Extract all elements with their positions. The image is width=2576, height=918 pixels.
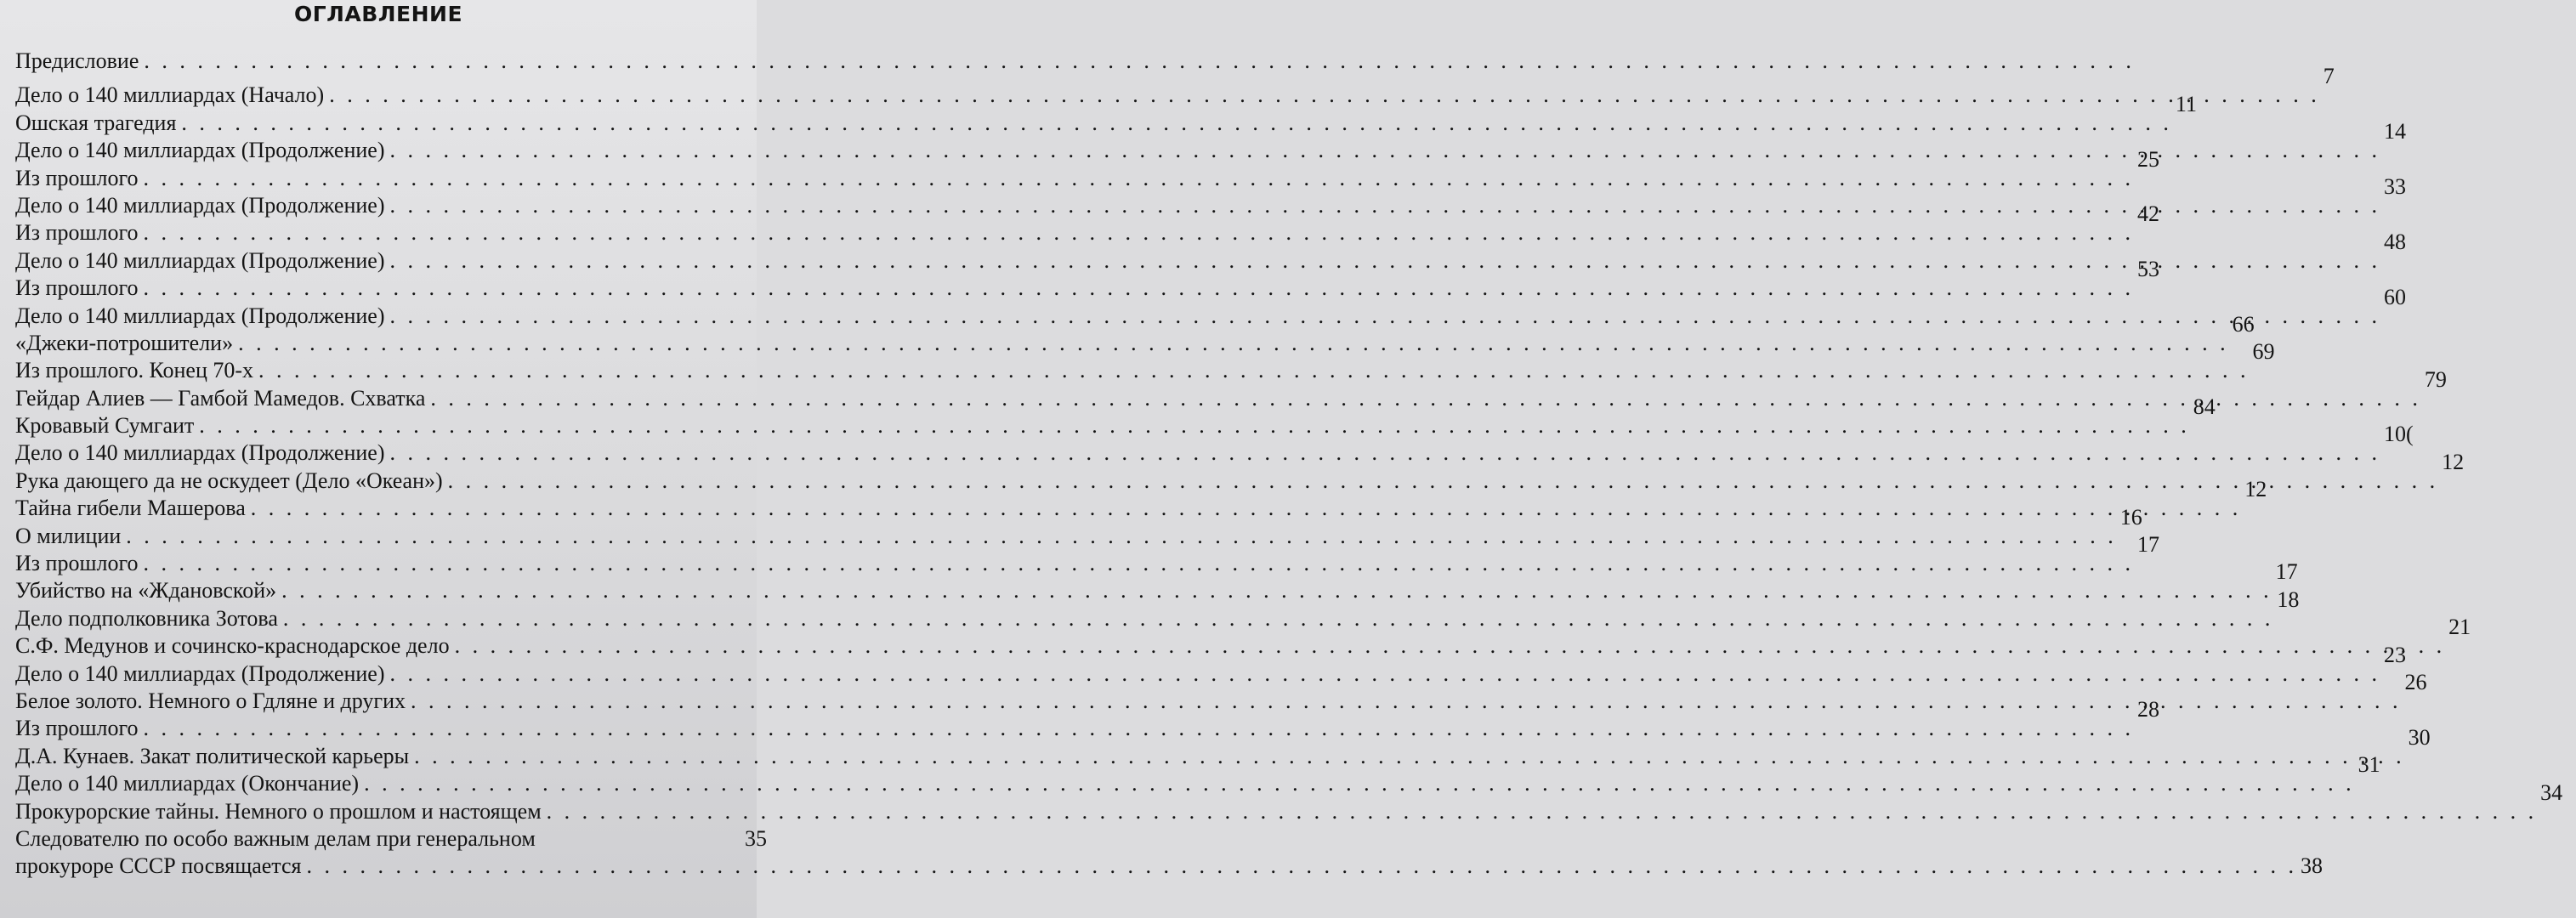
toc-entry-title: Дело о 140 миллиардах (Продолжение) (15, 440, 385, 466)
toc-entry-page: 42 (2136, 201, 2159, 227)
toc-entry-page: 30 (2408, 724, 2431, 750)
toc-entry-title: Прокурорские тайны. Немного о прошлом и настоящем (15, 798, 542, 824)
toc-entry-line (15, 853, 2323, 880)
toc-entry-page: 16 (2119, 504, 2142, 530)
dot-leader (390, 137, 2381, 164)
toc-entry-page: 48 (2384, 229, 2406, 254)
toc-entry-page: 25 (2136, 146, 2159, 172)
toc-entry-page: 17 (2136, 532, 2159, 558)
toc-entry-title: Из прошлого (15, 551, 139, 576)
toc-entry-title: Дело о 140 миллиардах (Продолжение) (15, 247, 385, 273)
toc-entry-title: Рука дающего да не оскудеет (Дело «Океан») (15, 468, 443, 493)
toc-entry-title: Дело подполковника Зотова (15, 605, 278, 631)
toc-entry-title: Дело о 140 миллиардах (Окончание) (15, 771, 360, 796)
dot-leader (258, 357, 2250, 384)
toc-entry-page: 53 (2136, 257, 2159, 282)
toc-entry-page: 84 (2193, 394, 2216, 420)
table-of-contents (15, 48, 2563, 881)
toc-entry-page: 12 (2442, 449, 2465, 474)
toc-entry-page: 23 (2384, 642, 2406, 667)
toc-entry (15, 48, 780, 75)
toc-entry-page: 69 (2252, 339, 2275, 365)
toc-entry-title-line2: прокуроре СССР посвящается (15, 853, 302, 879)
dot-leader (390, 660, 2381, 688)
toc-entry-title: Из прошлого (15, 220, 139, 246)
toc-entry-title: Убийство на «Ждановской» (15, 578, 277, 604)
toc-entry-page: 12 (2244, 477, 2267, 502)
toc-entry-page: 26 (2404, 669, 2427, 694)
dot-leader (251, 495, 2242, 522)
toc-entry-title: Предисловие (15, 48, 139, 73)
toc-entry-page: 28 (2136, 697, 2159, 722)
dot-leader (329, 82, 2320, 109)
dot-leader (411, 688, 2402, 715)
toc-entry-title: Из прошлого (15, 165, 139, 190)
toc-entry-page: 21 (2448, 615, 2471, 640)
dot-leader (181, 110, 2172, 137)
toc-entry-page: 10( (2384, 422, 2414, 447)
toc-entry-page: 17 (2275, 559, 2298, 585)
toc-entry-page: 34 (2540, 779, 2563, 805)
dot-leader (448, 468, 2439, 495)
toc-entry-title: Ошская трагедия (15, 110, 177, 135)
dot-leader (143, 219, 2134, 246)
dot-leader (390, 247, 2381, 275)
toc-entry-title: Из прошлого (15, 716, 139, 741)
dot-leader (364, 770, 2355, 797)
toc-entry-title: С.Ф. Медунов и сочинско-краснодарское дело (15, 633, 450, 659)
dot-leader (430, 385, 2421, 412)
toc-entry-title: Дело о 140 миллиардах (Продолжение) (15, 192, 385, 218)
toc-entry-title: Из прошлого (15, 275, 139, 301)
toc-entry-title: Из прошлого. Конец 70-х (15, 358, 254, 383)
toc-entry-page: 18 (2277, 586, 2300, 612)
toc-entry-page: 11 (2175, 91, 2197, 116)
dot-leader (283, 605, 2274, 632)
toc-entry-title: Д.А. Кунаев. Закат политической карьеры (15, 743, 410, 768)
dot-leader (238, 330, 2229, 357)
toc-entry-page: 66 (2232, 311, 2255, 337)
dot-leader (390, 439, 2381, 467)
toc-entry-title: Тайна гибели Машерова (15, 496, 246, 521)
dot-leader (144, 48, 2135, 75)
dot-leader (281, 577, 2272, 604)
toc-entry-page: 60 (2384, 284, 2406, 309)
page-heading: ОГЛАВЛЕНИЕ (293, 2, 463, 26)
toc-entry-page: 38 (2300, 853, 2323, 879)
toc-entry-page: 79 (2424, 366, 2447, 392)
toc-entry-page: 14 (2384, 119, 2406, 144)
toc-entry-title: Гейдар Алиев — Гамбой Мамедов. Схватка (15, 385, 426, 411)
toc-entry-title-line1: Следователю по особо важным делам при генеральном (15, 825, 536, 851)
toc-entry-title: Дело о 140 миллиардах (Продолжение) (15, 138, 385, 163)
toc-entry-line (15, 825, 780, 853)
dot-leader (390, 303, 2381, 330)
toc-entry-title: Дело о 140 миллиардах (Продолжение) (15, 303, 385, 328)
toc-entry-title: Белое золото. Немного о Гдляне и других (15, 688, 406, 713)
toc-entry-page: 35 (745, 825, 767, 851)
toc-entry-title: О милиции (15, 523, 122, 548)
toc-entry-title: «Джеки-потрошители» (15, 330, 234, 355)
toc-entry-page: 33 (2384, 173, 2406, 199)
dot-leader (143, 165, 2134, 192)
dot-leader (547, 798, 2538, 825)
toc-entry-title: Дело о 140 миллиардах (Продолжение) (15, 660, 385, 686)
dot-leader (306, 853, 2297, 880)
toc-entry-multiline (15, 825, 2323, 881)
dot-leader (390, 192, 2381, 219)
dot-leader (126, 523, 2117, 550)
toc-entry-title: Кровавый Сумгаит (15, 413, 195, 439)
toc-entry-page: 31 (2358, 752, 2380, 778)
dot-leader (414, 743, 2405, 770)
dot-leader (143, 715, 2134, 742)
dot-leader (143, 550, 2134, 577)
dot-leader (143, 275, 2134, 302)
toc-entry-title: Дело о 140 миллиардах (Начало) (15, 82, 325, 108)
dot-leader (455, 632, 2446, 660)
toc-entry-page: 7 (2323, 64, 2335, 89)
dot-leader (199, 412, 2190, 439)
